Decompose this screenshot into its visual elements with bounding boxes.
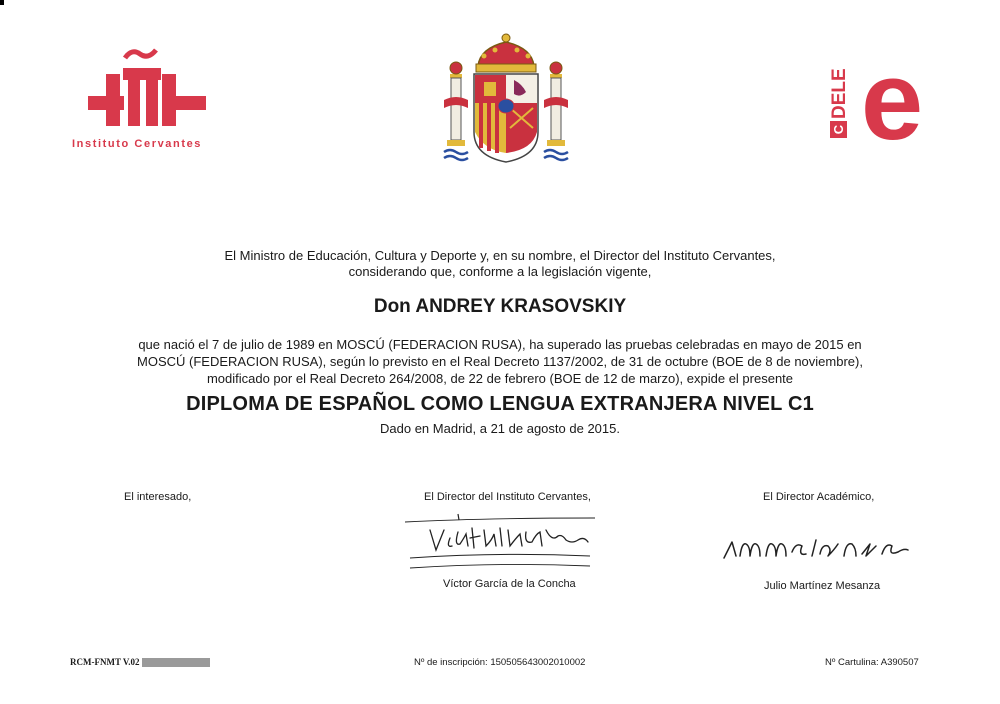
signature-label-director: El Director del Instituto Cervantes, (424, 491, 591, 503)
academico-signature (720, 520, 915, 565)
logo-tilde (125, 50, 156, 58)
intro-line-1: El Ministro de Educación, Cultura y Deporte y, en su nombre, el Director del Instituto Cervantes, (224, 248, 776, 263)
instituto-cervantes-text: Instituto Cervantes (72, 138, 203, 150)
body-line-2: MOSCÚ (FEDERACION RUSA), según lo previsto en el Real Decreto 1137/2002, de 31 de octubre (BOE de 8 de noviembre), (137, 354, 863, 369)
diploma-title: DIPLOMA DE ESPAÑOL COMO LENGUA EXTRANJERA NIVEL C1 (186, 393, 814, 415)
signature-label-interesado: El interesado, (124, 491, 192, 503)
footer-inscripcion: Nº de inscripción: 150505643002010002 (414, 657, 586, 668)
body-line-1: que nació el 7 de julio de 1989 en MOSCÚ (FEDERACION RUSA), ha superado las pruebas celebradas en mayo de 2015 en (138, 337, 862, 352)
intro-line-2: considerando que, conforme a la legislación vigente, (348, 264, 652, 279)
signature-label-academico: El Director Académico, (763, 491, 875, 503)
footer-fnmt-text: RCM-FNMT V.02 (70, 657, 140, 667)
footer-cartulina: Nº Cartulina: A390507 (825, 657, 919, 668)
logo-n-right (146, 80, 158, 126)
svg-text:C: C (831, 124, 846, 135)
logo-n-top (123, 68, 161, 80)
footer-security-strip (142, 658, 210, 667)
body-line-3: modificado por el Real Decreto 264/2008, de 22 de febrero (BOE de 12 de marzo), expide el presente (206, 371, 794, 386)
candidate-name: Don ANDREY KRASOVSKIY (373, 296, 627, 317)
scan-corner-mark (0, 0, 4, 5)
director-signature (400, 512, 600, 572)
director-name: Víctor García de la Concha (443, 578, 576, 590)
academico-name: Julio Martínez Mesanza (764, 580, 881, 592)
dele-logo (828, 55, 943, 150)
dele-text: DELE (829, 68, 850, 119)
logo-n-left (128, 80, 140, 126)
footer-fnmt-code (70, 657, 210, 667)
logo-stem-left (106, 74, 120, 126)
coat-of-arms-icon (440, 28, 572, 168)
issue-place-date: Dado en Madrid, a 21 de agosto de 2015. (380, 421, 620, 436)
logo-bar-right (170, 96, 206, 110)
dele-letter-e: e (860, 55, 924, 150)
